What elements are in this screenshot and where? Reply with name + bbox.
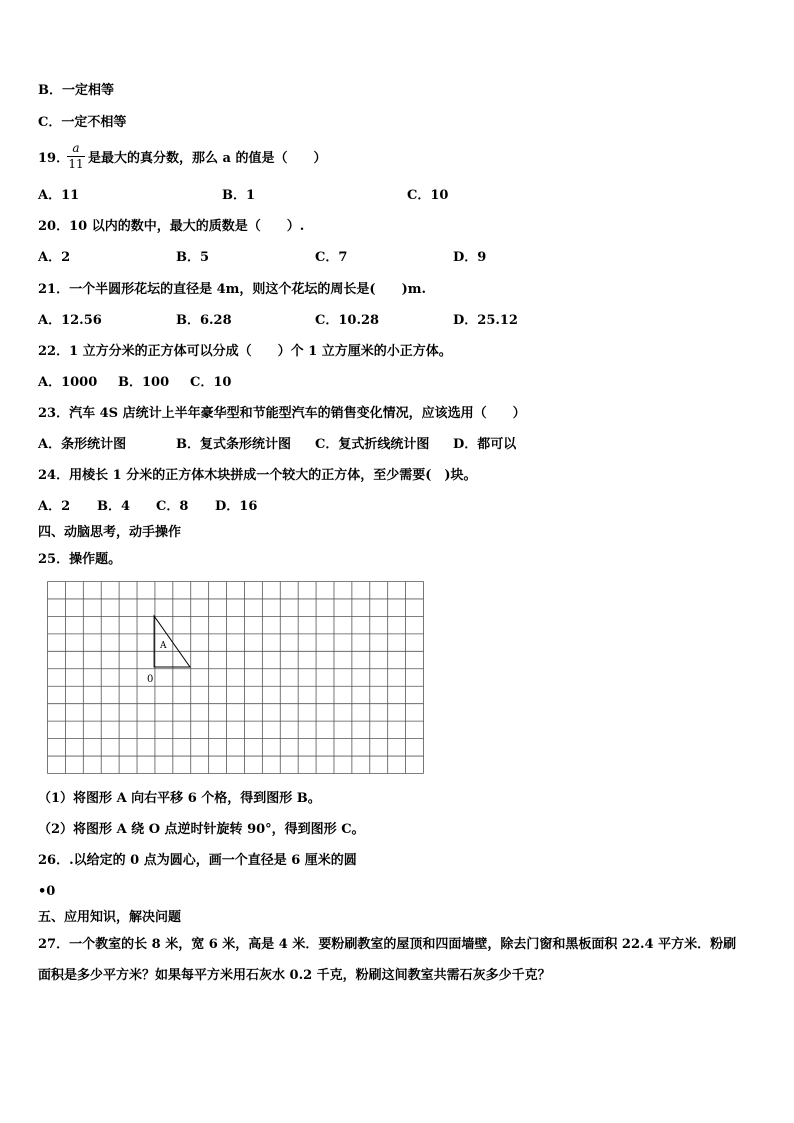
- grid-diagram: [47, 581, 424, 774]
- q19-fraction: [67, 142, 85, 171]
- q21-option-a: A．12.56: [38, 313, 102, 328]
- q25-part-1: （1）将图形 A 向右平移 6 个格，得到图形 B。: [38, 791, 321, 806]
- q19-option-b: B．1: [222, 188, 256, 203]
- section-5-heading: 五、应用知识，解决问题: [38, 910, 182, 925]
- q26-stem: 26．.以给定的 0 点为圆心，画一个直径是 6 厘米的圆: [38, 853, 357, 868]
- q20-stem: 20．10 以内的数中，最大的质数是（ ）.: [38, 219, 305, 234]
- q24-option-c: C．8: [156, 499, 189, 514]
- q23-stem: 23．汽车 4S 店统计上半年豪华型和节能型汽车的销售变化情况，应该选用（ ）: [38, 406, 526, 421]
- q22-option-a: A．1000: [38, 375, 98, 390]
- q18-option-c: C．一定不相等: [38, 115, 127, 130]
- q19-number: 19．: [38, 151, 70, 166]
- q23-option-c: C．复式折线统计图: [315, 437, 430, 452]
- q24-option-a: A．2: [38, 499, 71, 514]
- q18-option-b: B．一定相等: [38, 83, 114, 98]
- q23-option-b: B．复式条形统计图: [176, 437, 291, 452]
- q24-option-d: D．16: [215, 499, 258, 514]
- q21-option-d: D．25.12: [453, 313, 518, 328]
- point-o-label: 0: [147, 674, 154, 685]
- grid-lines: [48, 582, 424, 774]
- q22-option-c: C．10: [190, 375, 232, 390]
- q21-stem: 21．一个半圆形花坛的直径是 4m，则这个花坛的周长是( )m.: [38, 282, 427, 297]
- q24-option-b: B．4: [97, 499, 131, 514]
- q19-fraction-denominator: 11: [68, 157, 84, 171]
- q24-stem: 24．用棱长 1 分米的正方体木块拼成一个较大的正方体，至少需要( )块。: [38, 468, 477, 483]
- q20-option-b: B．5: [176, 250, 210, 265]
- q20-option-a: A．2: [38, 250, 71, 265]
- q21-option-c: C．10.28: [315, 313, 380, 328]
- q19-option-c: C．10: [407, 188, 449, 203]
- q22-stem: 22．1 立方分米的正方体可以分成（ ）个 1 立方厘米的小正方体。: [38, 344, 452, 359]
- q20-option-c: C．7: [315, 250, 348, 265]
- q23-option-d: D．都可以: [453, 437, 517, 452]
- q27-line-2: 面积是多少平方米？如果每平方米用石灰水 0.2 千克，粉刷这间教室共需石灰多少千克？: [38, 968, 551, 983]
- q21-option-b: B．6.28: [176, 313, 232, 328]
- section-4-heading: 四、动脑思考，动手操作: [38, 525, 182, 540]
- q25-stem: 25．操作题。: [38, 552, 122, 567]
- q20-option-d: D．9: [453, 250, 487, 265]
- q25-part-2: （2）将图形 A 绕 O 点逆时针旋转 90°，得到图形 C。: [38, 822, 365, 837]
- q26-center-point: •0: [38, 884, 56, 899]
- q19-fraction-numerator: a: [72, 141, 80, 155]
- q19-option-a: A．11: [38, 188, 80, 203]
- q19-stem: 是最大的真分数，那么 a 的值是（ ）: [88, 151, 327, 166]
- shape-a-label: A: [160, 641, 167, 651]
- q23-option-a: A．条形统计图: [38, 437, 127, 452]
- q27-line-1: 27．一个教室的长 8 米，宽 6 米，高是 4 米．要粉刷教室的屋顶和四面墙壁，除去门窗和黑板面积 22.4 平方米．粉刷: [38, 937, 737, 952]
- q22-option-b: B．100: [118, 375, 170, 390]
